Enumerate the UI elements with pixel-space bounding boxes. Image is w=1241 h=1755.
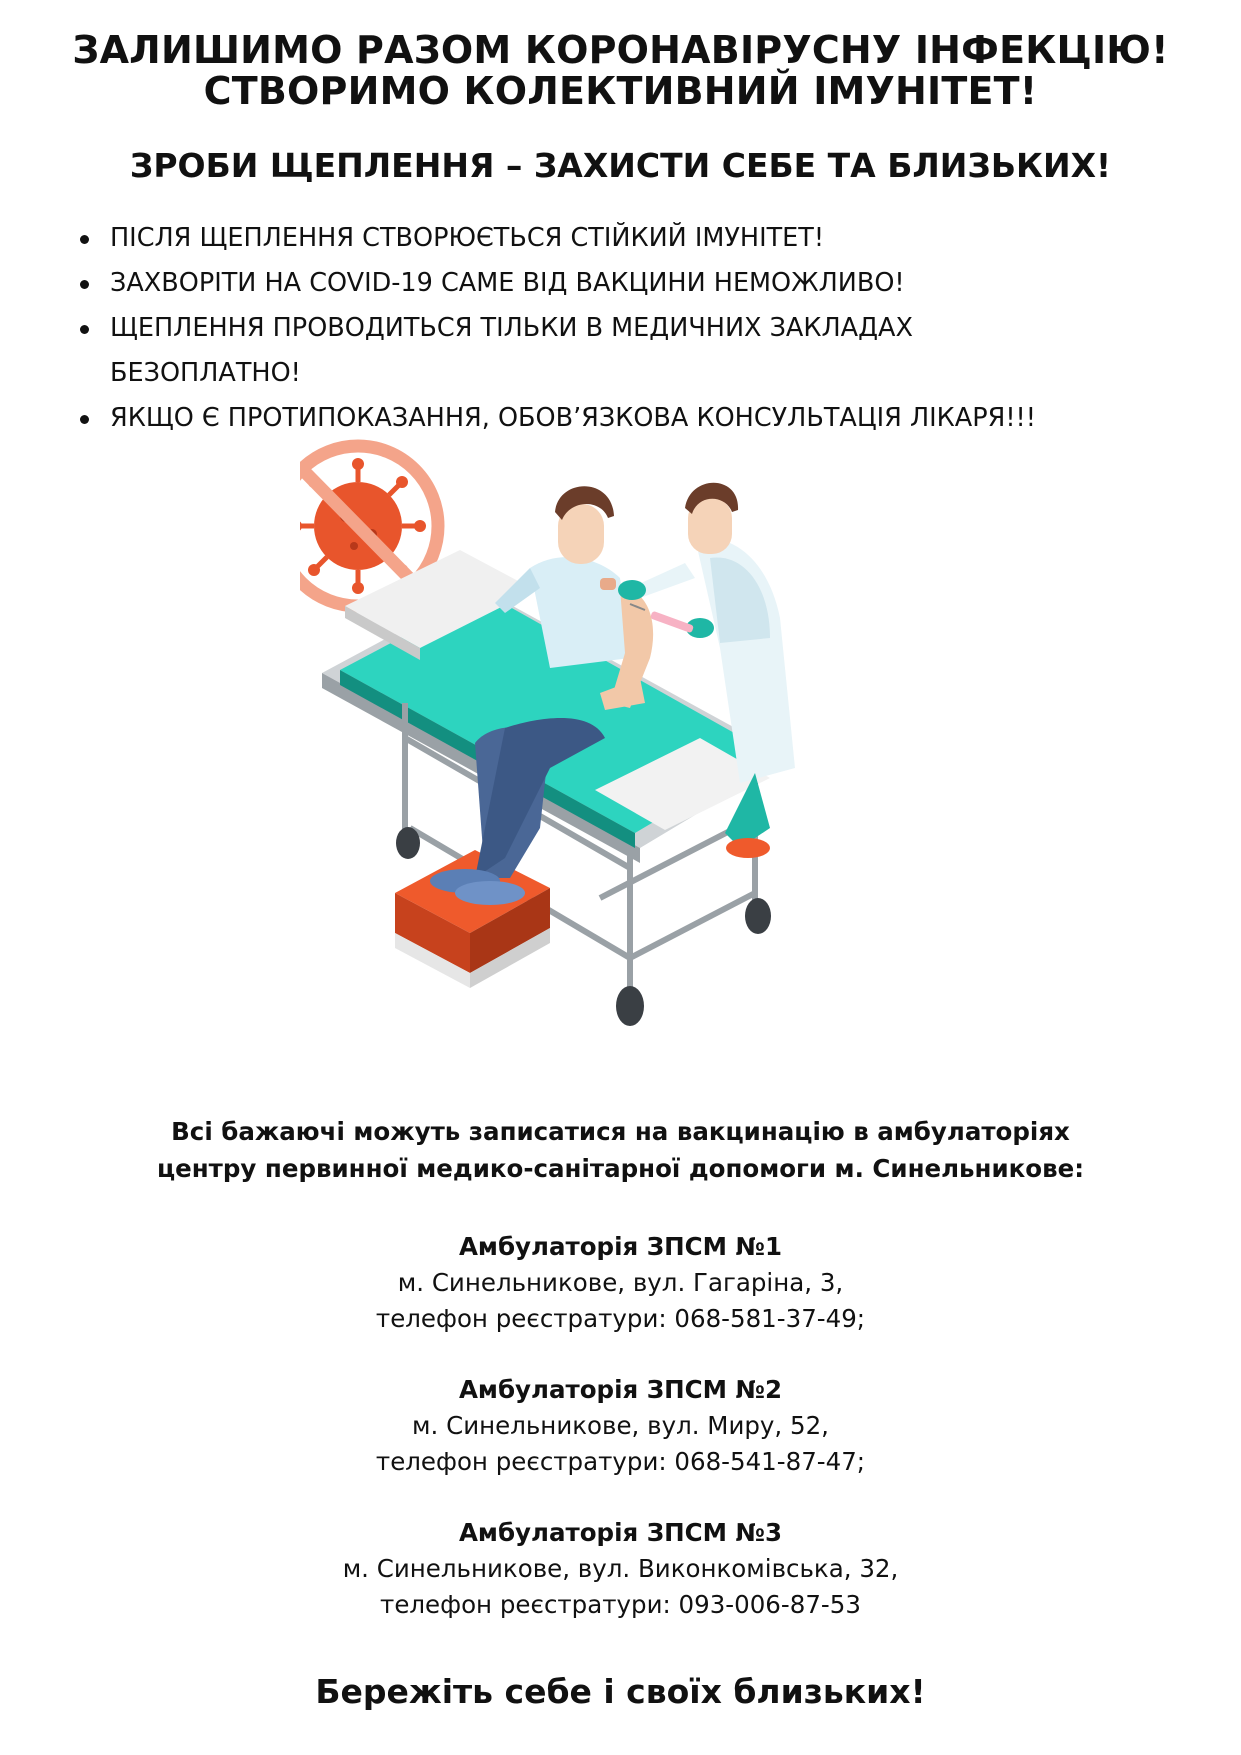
ambulatory-title: Амбулаторія ЗПСМ №1 (458, 1232, 783, 1261)
ambulatory-phone: телефон реєстратури: 068-581-37-49; (375, 1304, 866, 1333)
headline-line-1: ЗАЛИШИМО РАЗОМ КОРОНАВІРУСНУ ІНФЕКЦІЮ! (72, 28, 1169, 72)
ambulatory-title: Амбулаторія ЗПСМ №2 (458, 1375, 783, 1404)
intro-line-2: центру первинної медико-санітарної допомоги м. Синельникове: (156, 1154, 1085, 1183)
ambulatory-phone: телефон реєстратури: 093-006-87-53 (380, 1590, 861, 1619)
ambulatory-address: м. Синельникове, вул. Миру, 52, (412, 1411, 829, 1440)
bullet-text: ЗАХВОРІТИ НА COVID-19 САМЕ ВІД ВАКЦИНИ НЕМОЖЛИВО! (110, 268, 905, 298)
closing-message: Бережіть себе і своїх близьких! (315, 1672, 926, 1711)
bullet-text: БЕЗОПЛАТНО! (110, 358, 301, 388)
intro-line-1: Всі бажаючі можуть записатися на вакцинацію в амбулаторіях (171, 1117, 1070, 1146)
ambulatory-phone: телефон реєстратури: 068-541-87-47; (375, 1447, 866, 1476)
bullet-text: ЯКЩО Є ПРОТИПОКАЗАННЯ, ОБОВ’ЯЗКОВА КОНСУЛЬТАЦІЯ ЛІКАРЯ!!! (110, 403, 1036, 433)
vaccination-illustration (300, 438, 940, 1058)
bullet-text: ПІСЛЯ ЩЕПЛЕННЯ СТВОРЮЄТЬСЯ СТІЙКИЙ ІМУНІТЕТ! (110, 223, 825, 253)
ambulatory-1 (0, 1229, 1241, 1337)
bullet-dot-icon (80, 280, 89, 289)
ambulatory-3 (0, 1515, 1241, 1623)
bullet-continuation (80, 351, 1140, 396)
bullet-list (80, 216, 1140, 441)
bullet-dot-icon (80, 235, 89, 244)
ambulatory-address: м. Синельникове, вул. Виконкомівська, 32, (342, 1554, 899, 1583)
ambulatory-title: Амбулаторія ЗПСМ №3 (458, 1518, 783, 1547)
headline-line-2: СТВОРИМО КОЛЕКТИВНИЙ ІМУНІТЕТ! (203, 69, 1038, 113)
bullet-item (80, 396, 1140, 441)
enrollment-intro (0, 1113, 1241, 1187)
bullet-item (80, 306, 1140, 351)
ambulatory-address: м. Синельникове, вул. Гагаріна, 3, (397, 1268, 844, 1297)
bullet-item (80, 261, 1140, 306)
bullet-dot-icon (80, 325, 89, 334)
bullet-dot-icon (80, 415, 89, 424)
ambulatory-2 (0, 1372, 1241, 1480)
subheadline: ЗРОБИ ЩЕПЛЕННЯ – ЗАХИСТИ СЕБЕ ТА БЛИЗЬКИХ! (129, 146, 1112, 185)
bullet-text: ЩЕПЛЕННЯ ПРОВОДИТЬСЯ ТІЛЬКИ В МЕДИЧНИХ ЗАКЛАДАХ (110, 313, 913, 343)
bullet-item (80, 216, 1140, 261)
